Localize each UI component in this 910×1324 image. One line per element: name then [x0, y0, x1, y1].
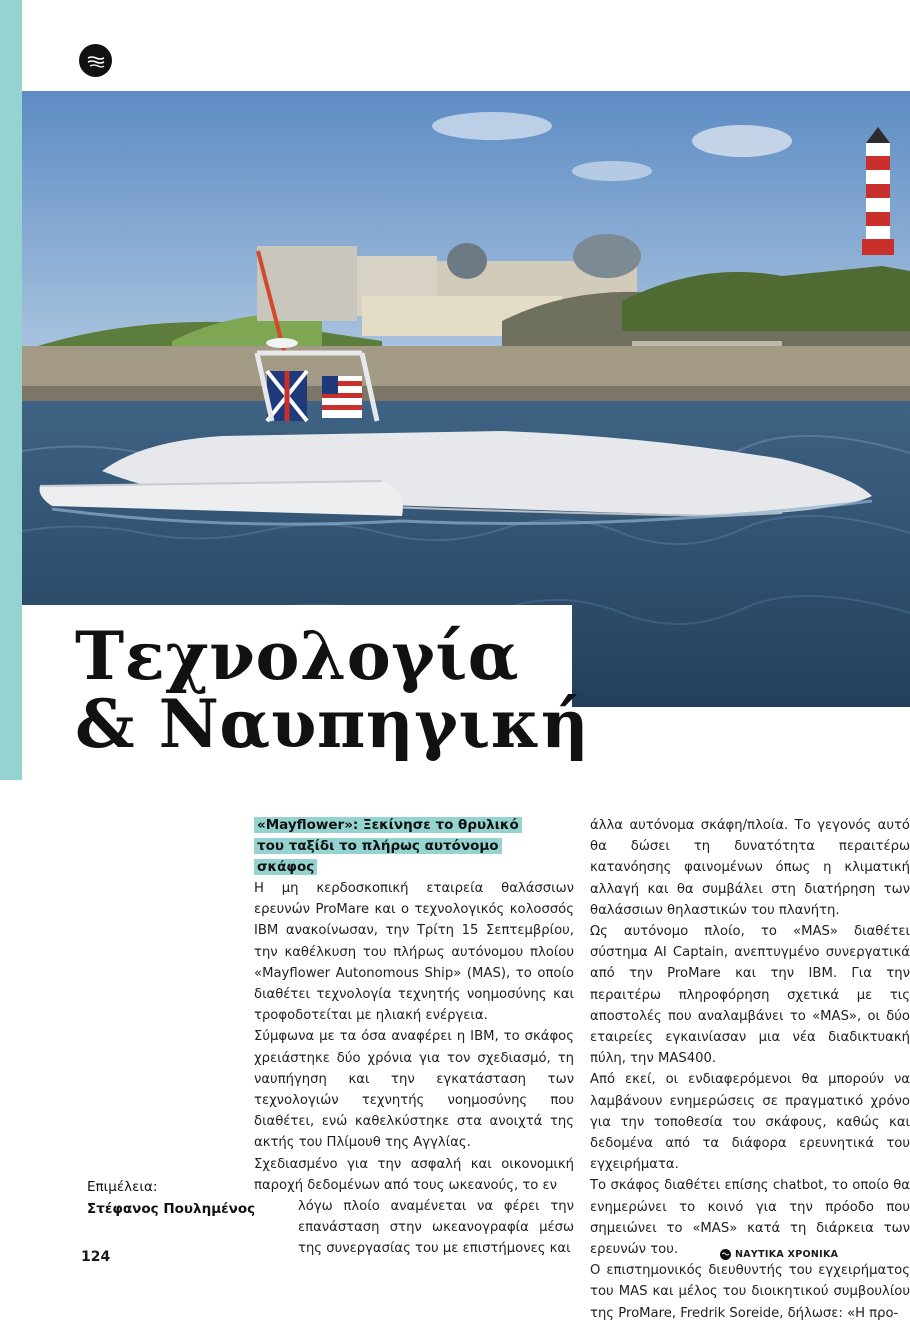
article-column-left	[254, 878, 574, 1260]
wave-logo-icon	[720, 1249, 731, 1260]
paragraph: Το σκάφος διαθέτει επίσης chatbot, το οποίο θα ενημερώνει το κοινό για την πρόοδο που σημειώνει το «MAS» κατά τη διάρκεια των ερευνών του.	[590, 1178, 910, 1258]
title-line-2: & Ναυπηγική	[75, 685, 590, 763]
wave-logo-icon	[79, 44, 112, 77]
page-number: 124	[81, 1249, 111, 1265]
paragraph: Ως αυτόνομο πλοίο, το «MAS» διαθέτει σύστημα AI Captain, ανεπτυγμένο συνεργατικά από την ProMare και την IBM. Για την περαιτέρω πληροφόρηση σχετικά με τις αποστολές που αναλαμβάνει το «MAS», οι δύο εταιρείες εγκαινίασαν μια νέα διαδικτυακή πύλη, την MAS400.	[590, 924, 910, 1067]
article-heading-text: «Mayflower»: Ξεκίνησε το θρυλικό του ταξίδι το πλήρως αυτόνομο σκάφος	[254, 817, 522, 875]
paragraph: Σύμφωνα με τα όσα αναφέρει η IBM, το σκάφος χρειάστηκε δύο χρόνια για τον σχεδιασμό, τη ναυπήγηση και την εγκατάσταση των τεχνολογιών τεχνητής νοημοσύνης που διαθέτει, ενώ καθελκύστηκε στα ανοιχτά της ακτής του Πλίμουθ της Αγγλίας.	[254, 1029, 574, 1151]
accent-bar	[0, 0, 22, 780]
page-title	[75, 617, 590, 763]
publication-name: ΝΑΥΤΙΚΑ ΧΡΟΝΙΚΑ	[735, 1249, 839, 1260]
editor-credit	[87, 1176, 255, 1220]
credit-label: Επιμέλεια:	[87, 1179, 158, 1195]
publication-footer	[720, 1249, 910, 1260]
credit-name: Στέφανος Πουλημένος	[87, 1201, 256, 1217]
paragraph: Από εκεί, οι ενδιαφερόμενοι θα μπορούν να λαμβάνουν ενημερώσεις σε πραγματικό χρόνο για την τοποθεσία του σκάφους, καθώς και δεδομένα από τα διάφορα ερευνητικά του εγχειρήματα.	[590, 1072, 910, 1173]
title-line-1: Τεχνολογία	[75, 617, 520, 695]
paragraph: Η μη κερδοσκοπική εταιρεία θαλάσσιων ερευνών ProMare και ο τεχνολογικός κολοσσός IBM ανακοίνωσαν, την Τρίτη 15 Σεπτεμβρίου, την καθέλκυση του πλήρως αυτόνομου πλοίου «Mayflower Autonomous Ship» (MAS), το οποίο διαθέτει τεχνολογία τεχνητής νοημοσύνης και τροφοδοτείται με ηλιακή ενέργεια.	[254, 881, 574, 1024]
paragraph: Ο επιστημονικός διευθυντής του εγχειρήματος του MAS και μέλος του διοικητικού συμβουλίου της ProMare, Fredrik Soreide, δήλωσε: «Η προ-	[590, 1263, 910, 1321]
paragraph: άλλα αυτόνομα σκάφη/πλοία. Το γεγονός αυτό θα δώσει τη δυνατότητα περαιτέρω κατανόησης φαινομένων όπως η κλιματική αλλαγή και θα συμβάλει στη διατήρηση των θαλάσσιων θηλαστικών του πλανήτη.	[590, 818, 910, 918]
paragraph: Σχεδιασμένο για την ασφαλή και οικονομική παροχή δεδομένων από τους ωκεανούς, το εν	[254, 1156, 574, 1193]
article-column-right	[590, 815, 910, 1324]
article-heading	[254, 815, 544, 878]
paragraph: λόγω πλοίο αναμένεται να φέρει την επανάσταση στην ωκεανογραφία μέσω της συνεργασίας του με επιστήμονες και	[298, 1199, 574, 1257]
